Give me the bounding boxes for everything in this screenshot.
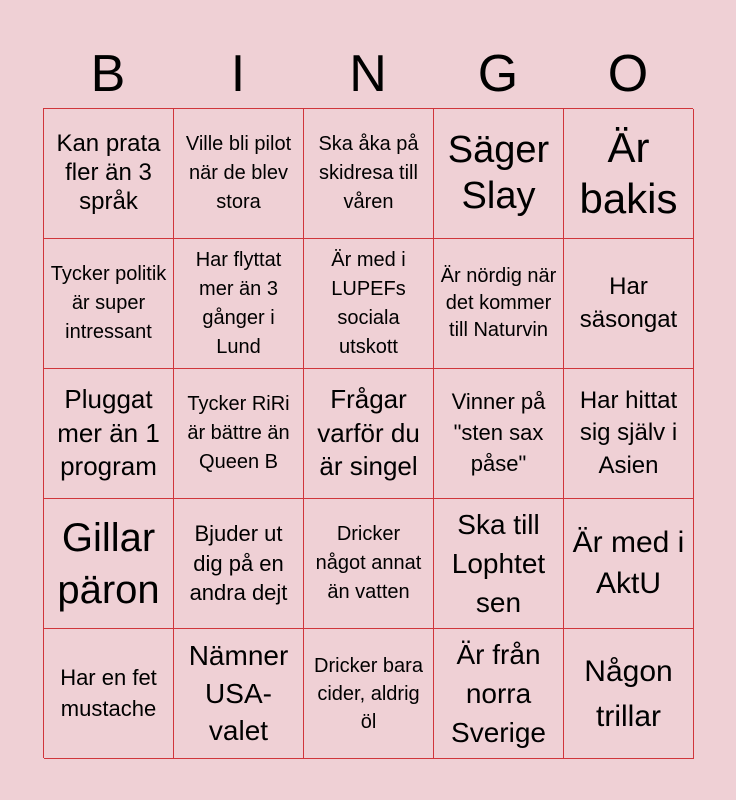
- bingo-cell-r5-c3[interactable]: [304, 629, 434, 759]
- bingo-cell-r5-c2[interactable]: [174, 629, 304, 759]
- cell-text: Har flyttat mer än 3 gånger i Lund: [195, 248, 282, 358]
- header-letter-i: I: [230, 45, 246, 103]
- cell-text: Är med i LUPEFs sociala utskott: [331, 248, 406, 358]
- cell-text: Har hittat sig själv i Asien: [579, 386, 678, 479]
- bingo-cell-r5-c1[interactable]: [44, 629, 174, 759]
- cell-text: Någon trillar: [584, 654, 673, 733]
- bingo-cell-r4-c4[interactable]: [434, 499, 564, 629]
- cell-text: Tycker RiRi är bättre än Queen B: [187, 393, 290, 473]
- bingo-cell-r2-c1[interactable]: [44, 239, 174, 369]
- cell-text: Är nördig när det kommer till Naturvin: [440, 265, 557, 341]
- bingo-cell-r1-c2[interactable]: [174, 109, 304, 239]
- bingo-cell-r3-c5[interactable]: [564, 369, 694, 499]
- cell-text: Är från norra Sverige: [451, 638, 546, 749]
- header-letter-o: O: [607, 45, 649, 103]
- bingo-cell-r2-c4[interactable]: [434, 239, 564, 369]
- cell-text: Säger Slay: [447, 128, 550, 217]
- bingo-cell-r4-c1[interactable]: [44, 499, 174, 629]
- cell-text: Vinner på "sten sax påse": [451, 389, 546, 476]
- cell-text: Har säsongat: [579, 273, 678, 333]
- cell-text: Gillar päron: [57, 515, 160, 612]
- cell-text: Ska åka på skidresa till våren: [318, 133, 419, 213]
- bingo-grid: [43, 108, 693, 758]
- header-letter-b: B: [90, 45, 126, 103]
- cell-text: Dricker bara cider, aldrig öl: [314, 654, 423, 733]
- cell-text: Tycker politik är super intressant: [50, 263, 167, 343]
- bingo-header: [43, 40, 693, 108]
- bingo-cell-r3-c1[interactable]: [44, 369, 174, 499]
- header-letter-g: G: [477, 45, 519, 103]
- bingo-cell-r2-c5[interactable]: [564, 239, 694, 369]
- cell-text: Är bakis: [579, 124, 678, 222]
- bingo-cell-r5-c5[interactable]: [564, 629, 694, 759]
- cell-text: Pluggat mer än 1 program: [57, 383, 160, 482]
- bingo-cell-r2-c3[interactable]: [304, 239, 434, 369]
- bingo-cell-r5-c4[interactable]: [434, 629, 564, 759]
- cell-text: Bjuder ut dig på en andra dejt: [189, 520, 288, 606]
- cell-text: Har en fet mustache: [60, 664, 157, 721]
- bingo-cell-r1-c3[interactable]: [304, 109, 434, 239]
- bingo-cell-r3-c2[interactable]: [174, 369, 304, 499]
- cell-text: Frågar varför du är singel: [317, 383, 420, 482]
- bingo-cell-r3-c3[interactable]: [304, 369, 434, 499]
- cell-text: Är med i AktU: [572, 526, 685, 600]
- bingo-cell-r4-c3[interactable]: [304, 499, 434, 629]
- cell-text: Ska till Lophtet sen: [451, 508, 546, 619]
- bingo-cell-r1-c1[interactable]: [44, 109, 174, 239]
- bingo-cell-r4-c2[interactable]: [174, 499, 304, 629]
- cell-text: Ville bli pilot när de blev stora: [185, 133, 292, 213]
- cell-text: Nämner USA-valet: [188, 639, 289, 747]
- bingo-cell-r1-c4[interactable]: [434, 109, 564, 239]
- cell-text: Kan prata fler än 3 språk: [56, 130, 161, 215]
- header-letter-n: N: [349, 45, 387, 103]
- bingo-cell-r3-c4[interactable]: [434, 369, 564, 499]
- bingo-cell-r4-c5[interactable]: [564, 499, 694, 629]
- cell-text: Dricker något annat än vatten: [315, 523, 422, 603]
- bingo-cell-r1-c5[interactable]: [564, 109, 694, 239]
- bingo-cell-r2-c2[interactable]: [174, 239, 304, 369]
